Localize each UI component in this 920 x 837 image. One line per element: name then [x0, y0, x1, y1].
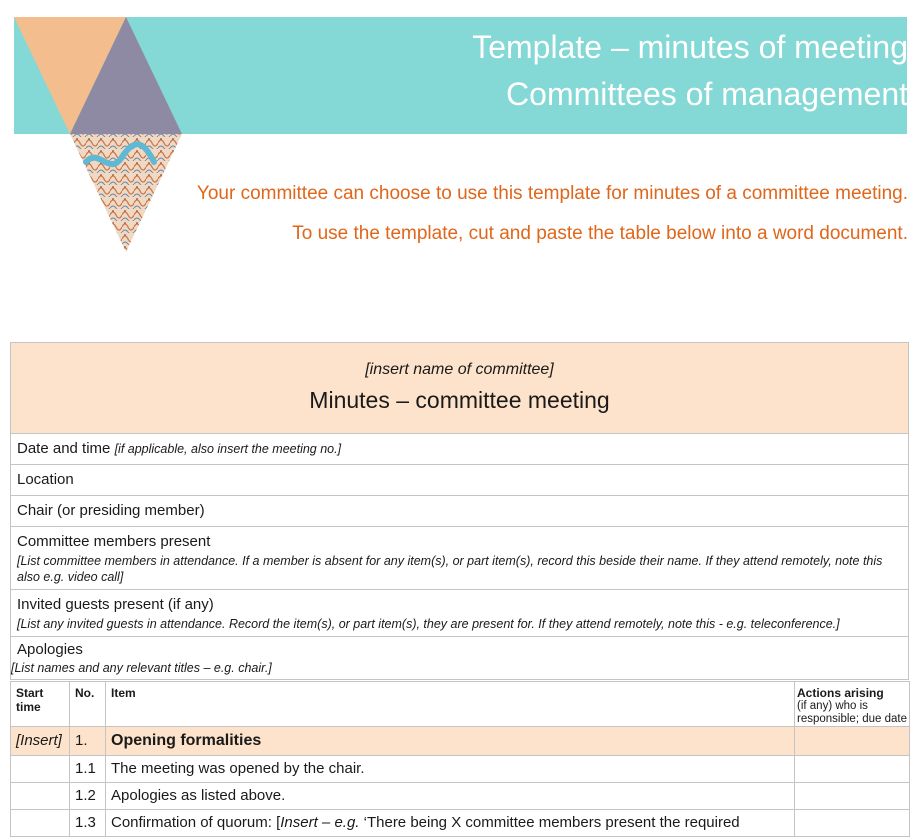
- decorative-triangles: [14, 17, 214, 257]
- agenda-items-table: [10, 681, 910, 837]
- chair-field[interactable]: [11, 496, 909, 527]
- minutes-info-table: [10, 342, 909, 680]
- date-time-label: Date and time: [17, 440, 111, 457]
- guests-present-label: Invited guests present (if any): [17, 596, 214, 613]
- committee-name-placeholder[interactable]: [insert name of committee]: [365, 361, 554, 378]
- members-present-field[interactable]: [11, 527, 909, 590]
- members-present-label: Committee members present: [17, 533, 211, 550]
- section-title: Opening formalities: [106, 727, 795, 756]
- location-label: Location: [17, 471, 74, 488]
- header-no: No.: [70, 682, 106, 727]
- row-item-text[interactable]: The meeting was opened by the chair.: [106, 756, 795, 783]
- row-number: 1.3: [70, 810, 106, 837]
- table-row: [11, 783, 910, 810]
- row3-text-b: ‘There being X committee members present the required: [359, 814, 740, 831]
- guests-present-note: [List any invited guests in attendance. Record the item(s), or part item(s), they are present for. If they attend remotely, note this - e.g. teleconference.]: [17, 617, 840, 631]
- row-item-text[interactable]: [106, 810, 795, 837]
- table-row: [11, 756, 910, 783]
- intro-line1: Your committee can choose to use this template for minutes of a committee meeting.: [196, 183, 908, 204]
- apologies-field[interactable]: [11, 637, 909, 680]
- row-start-time-cell[interactable]: [11, 756, 70, 783]
- apologies-label: Apologies: [17, 641, 83, 658]
- row-actions-cell[interactable]: [795, 810, 910, 837]
- location-field[interactable]: [11, 465, 909, 496]
- section-number: 1.: [70, 727, 106, 756]
- guests-present-field[interactable]: [11, 590, 909, 637]
- header-actions: [795, 682, 910, 727]
- minutes-header-cell: [11, 343, 909, 434]
- header-actions-sub: (if any) who is responsible; due date: [797, 700, 907, 725]
- header-start-time: Start time: [11, 682, 70, 727]
- row-start-time-cell[interactable]: [11, 783, 70, 810]
- section-row: [11, 727, 910, 756]
- date-time-note: [if applicable, also insert the meeting no.]: [114, 442, 342, 456]
- members-present-note: [List committee members in attendance. If a member is absent for any item(s), or part item(s), record this beside their name. If they attend remotely, note this also e.g. video call]: [17, 554, 883, 584]
- date-time-field[interactable]: [11, 434, 909, 465]
- page-title-line1: Template – minutes of meeting: [472, 29, 908, 65]
- section-actions-cell[interactable]: [795, 727, 910, 756]
- apologies-note: [List names and any relevant titles – e.g. chair.]: [11, 661, 272, 675]
- row-number: 1.2: [70, 783, 106, 810]
- header-item: Item: [106, 682, 795, 727]
- row-start-time-cell[interactable]: [11, 810, 70, 837]
- row3-text-insert: Insert – e.g.: [280, 814, 360, 831]
- row-number: 1.1: [70, 756, 106, 783]
- row3-text-a: Confirmation of quorum: [: [111, 814, 281, 831]
- section-start-time[interactable]: [Insert]: [11, 727, 70, 756]
- row-item-text[interactable]: Apologies as listed above.: [106, 783, 795, 810]
- row-actions-cell[interactable]: [795, 756, 910, 783]
- minutes-title: Minutes – committee meeting: [309, 387, 610, 413]
- intro-line2: To use the template, cut and paste the table below into a word document.: [292, 223, 908, 244]
- row-actions-cell[interactable]: [795, 783, 910, 810]
- header-actions-label: Actions arising: [797, 686, 884, 700]
- page-title-line2: Committees of management: [506, 76, 908, 112]
- chair-label: Chair (or presiding member): [17, 502, 205, 519]
- table-row: [11, 810, 910, 837]
